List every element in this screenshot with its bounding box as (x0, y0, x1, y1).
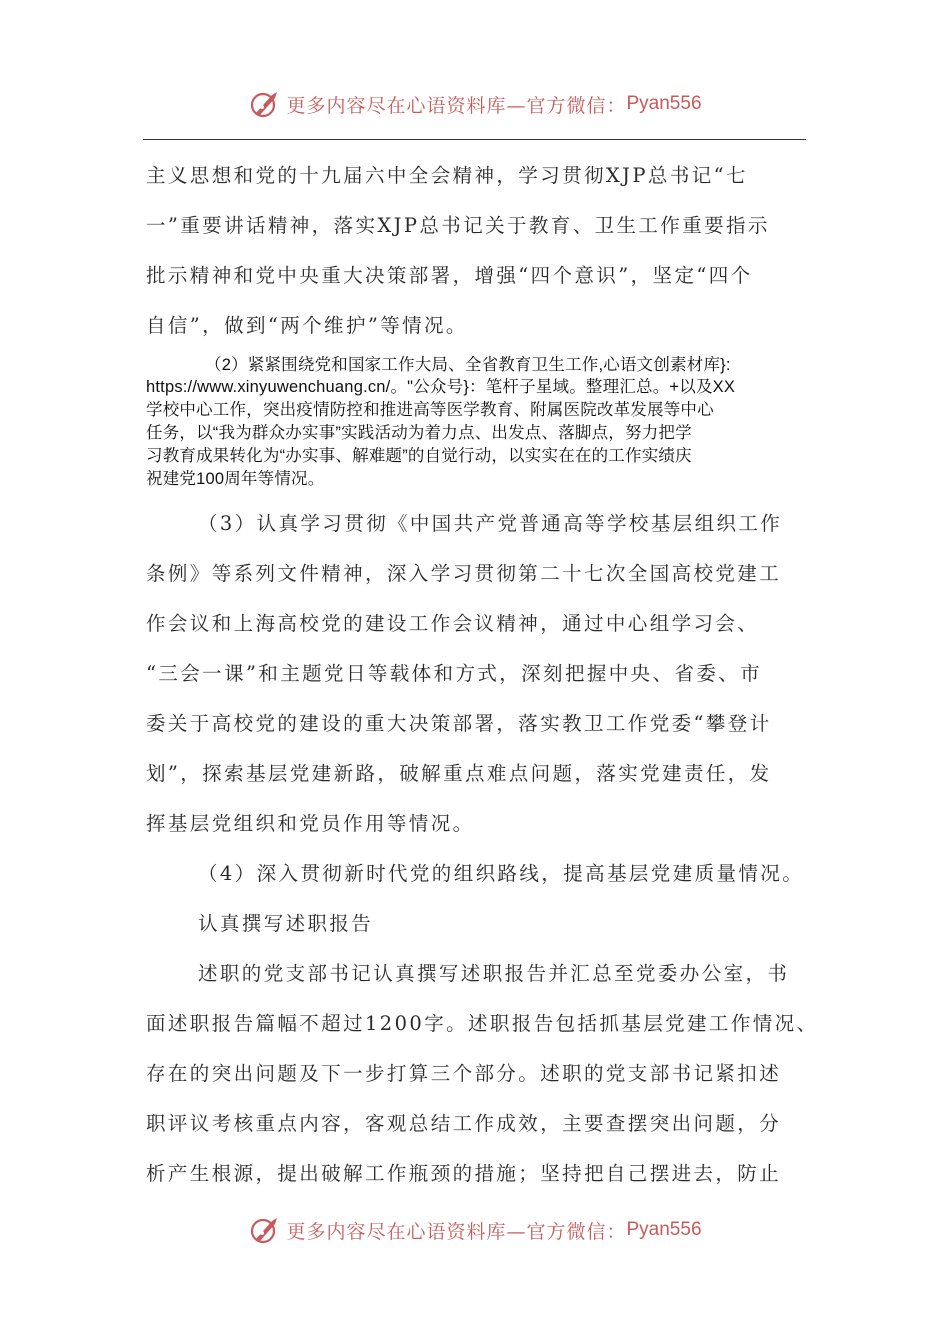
header-divider (143, 139, 806, 140)
banner-text: 更多内容尽在心语资料库—官方微信： (286, 94, 627, 117)
text-line: https://www.xinyuwenchuang.cn/。"公众号}：笔杆子星域。整理汇总。+以及XX (146, 378, 736, 396)
banner-text: 更多内容尽在心语资料库—官方微信： (286, 1220, 627, 1243)
text-line: （2）紧紧围绕党和国家工作大局、全省教育卫生工作,心语文创素材库}: (205, 356, 731, 374)
text-line: 自信”，做到“两个维护”等情况。 (146, 314, 468, 337)
wechat-id: Pyan556 (626, 93, 702, 114)
text-line: 批示精神和党中央重大决策部署，增强“四个意识”，坚定“四个 (146, 264, 753, 287)
text-line: （3）认真学习贯彻《中国共产党普通高等学校基层组织工作 (198, 512, 783, 535)
text-line: 析产生根源，提出破解工作瓶颈的措施；坚持把自己摆进去，防止 (146, 1162, 782, 1185)
text-line: 作会议和上海高校党的建设工作会议精神，通过中心组学习会、 (146, 612, 760, 635)
text-line: 主义思想和党的十九届六中全会精神，学习贯彻XJP总书记“七 (146, 164, 748, 187)
footer-banner (0, 1210, 950, 1250)
text-line: 存在的突出问题及下一步打算三个部分。述职的党支部书记紧扣述 (146, 1062, 782, 1085)
pen-nib-icon (248, 1213, 282, 1247)
text-line: 一”重要讲话精神，落实XJP总书记关于教育、卫生工作重要指示 (146, 214, 770, 237)
text-line: （4）深入贯彻新时代党的组织路线，提高基层党建质量情况。 (198, 862, 805, 885)
text-line: 学校中心工作，突出疫情防控和推进高等医学教育、附属医院改革发展等中心 (146, 401, 714, 419)
wechat-id: Pyan556 (626, 1219, 702, 1240)
text-line: 挥基层党组织和党员作用等情况。 (146, 812, 475, 835)
text-line: 条例》等系列文件精神，深入学习贯彻第二十七次全国高校党建工 (146, 562, 782, 585)
text-line: 职评议考核重点内容，客观总结工作成效，主要查摆突出问题，分 (146, 1112, 782, 1135)
text-line: 委关于高校党的建设的重大决策部署，落实教卫工作党委“攀登计 (146, 712, 772, 735)
pen-nib-icon (248, 87, 282, 121)
text-line: 述职的党支部书记认真撰写述职报告并汇总至党委办公室，书 (198, 962, 790, 985)
text-line: 习教育成果转化为“办实事、解难题”的自觉行动，以实实在在的工作实绩庆 (146, 447, 692, 465)
text-line: 划”，探索基层党建新路，破解重点难点问题，落实党建责任，发 (146, 762, 772, 785)
text-line: 面述职报告篇幅不超过1200字。述职报告包括抓基层党建工作情况、 (146, 1012, 819, 1035)
text-line: 祝建党100周年等情况。 (146, 470, 325, 488)
text-line: 任务，以“我为群众办实事”实践活动为着力点、出发点、落脚点，努力把学 (146, 424, 692, 442)
section-heading: 认真撰写述职报告 (198, 912, 374, 935)
text-line: “三会一课”和主题党日等载体和方式，深刻把握中央、省委、市 (146, 662, 763, 685)
header-banner (0, 84, 950, 124)
